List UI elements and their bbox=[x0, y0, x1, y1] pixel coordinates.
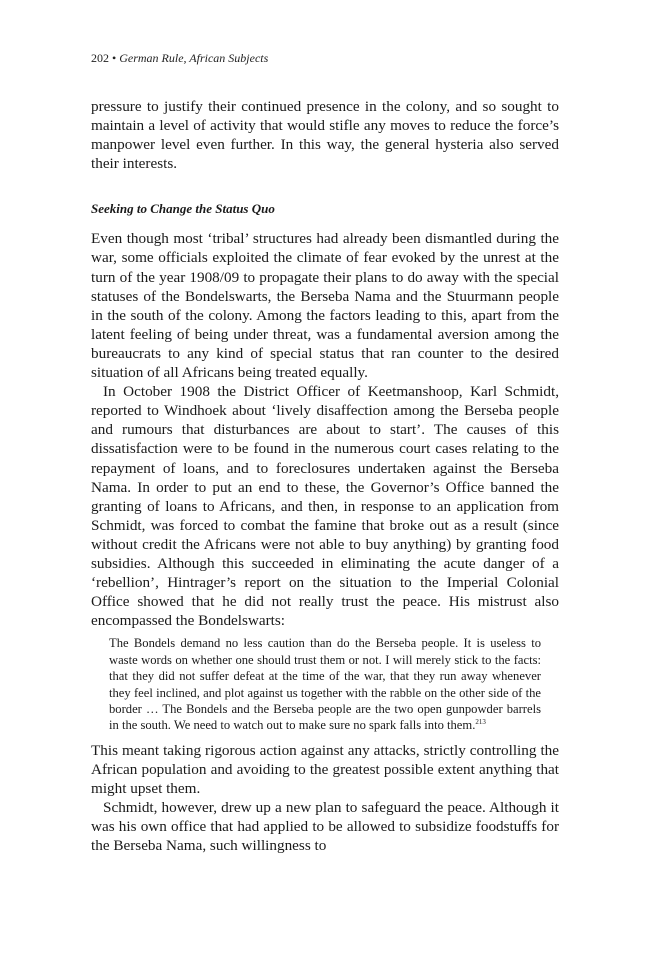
running-header bbox=[91, 51, 268, 66]
section-heading: Seeking to Change the Status Quo bbox=[91, 201, 275, 217]
paragraph-continuation: pressure to justify their continued presence in the colony, and so sought to maintain a level of activity that would stifle any moves to reduce the force’s manpower level even further. In this way, the general hysteria also served their interests. bbox=[91, 98, 559, 173]
page-body bbox=[91, 97, 559, 855]
page-number: 202 bbox=[91, 51, 109, 65]
paragraph-new-plan: Schmidt, however, drew up a new plan to safeguard the peace. Although it was his own office that had applied to be allowed to subsidize foodstuffs for the Berseba Nama, such willingness to bbox=[91, 799, 559, 855]
book-title: German Rule, African Subjects bbox=[119, 51, 269, 65]
footnote-marker: 213 bbox=[475, 718, 486, 727]
paragraph-schmidt-report: In October 1908 the District Officer of Keetmanshoop, Karl Schmidt, reported to Windhoek about ‘lively disaffection among the Berseba people and rumours that disturbances are about to start’. The causes of this dissatisfaction were to be found in the numerous court cases relating to the repayment of loans, and to foreclosures undertaken against the Berseba Nama. In order to put an end to these, the Governor’s Office banned the granting of loans to Africans, and then, in response to an application from Schmidt, was forced to combat the famine that broke out as a result (since without credit the Africans were not able to buy anything) by granting food subsidies. Although this succeeded in eliminating the acute danger of a ‘rebellion’, Hintrager’s report on the situation to the Imperial Colonial Office showed that he did not really trust the peace. His mistrust also encompassed the Bondelswarts: bbox=[91, 383, 559, 630]
paragraph-consequence: This meant taking rigorous action against any attacks, strictly controlling the African population and avoiding to the greatest possible extent anything that might upset them. bbox=[91, 741, 559, 797]
block-quote-text: The Bondels demand no less caution than do the Berseba people. It is useless to waste words on whether one should trust them or not. I will merely stick to the facts: that they did not suffer defeat at the time of the war, that they run away whenever they feel inclined, and plot against us together with the rabble on the other side of the border … The Bondels and the Berseba people are the two open gunpowder barrels in the south. We need to watch out to make sure no spark falls into them. bbox=[109, 636, 541, 733]
paragraph-intro: Even though most ‘tribal’ structures had already been dismantled during the war, some officials exploited the climate of fear evoked by the unrest at the turn of the year 1908/09 to propagate their plans to do away with the special statuses of the Bondelswarts, the Berseba Nama and the Stuurmann people in the south of the colony. Among the factors leading to this, apart from the latent feeling of being under threat, was a fundamental aversion among the bureaucrats to any kind of special status that ran counter to the desired situation of all Africans being treated equally. bbox=[91, 230, 559, 382]
header-bullet: • bbox=[112, 51, 117, 65]
block-quote bbox=[109, 635, 541, 733]
